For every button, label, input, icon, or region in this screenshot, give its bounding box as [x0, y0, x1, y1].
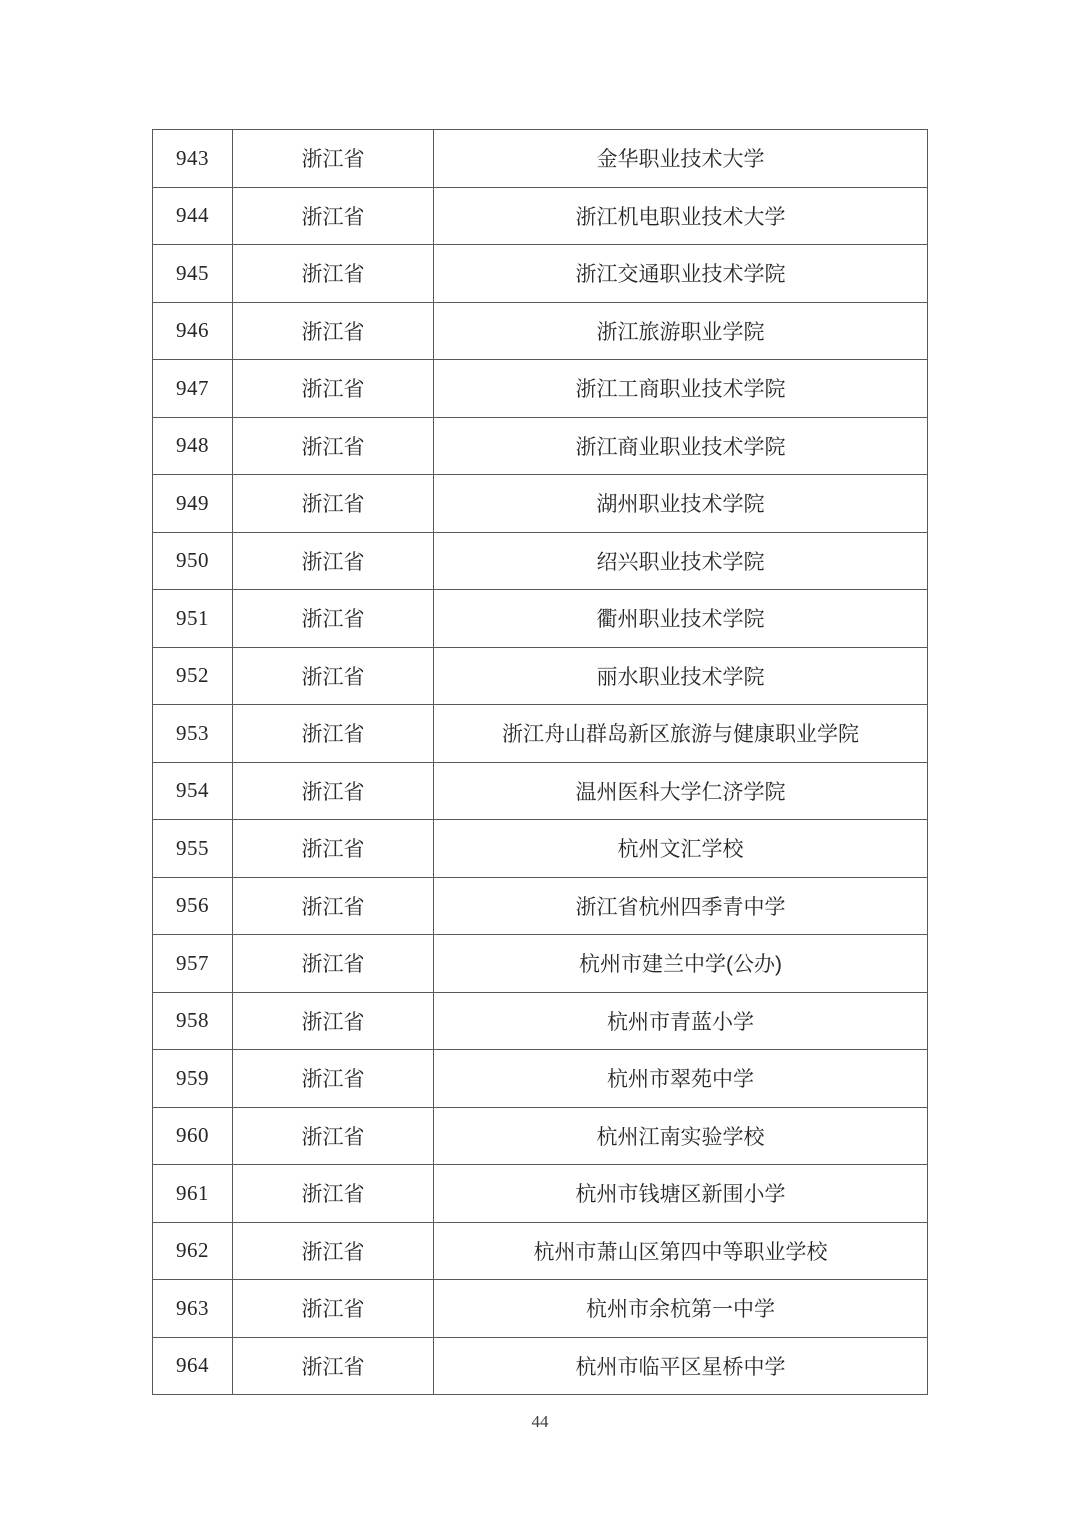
table-row: [153, 475, 928, 533]
table-row: [153, 532, 928, 590]
table-row: [153, 647, 928, 705]
table-row: [153, 302, 928, 360]
province-cell: 浙江省: [233, 245, 434, 303]
table-row: [153, 590, 928, 648]
school-name-cell: 衢州职业技术学院: [434, 590, 928, 648]
school-name-cell: 丽水职业技术学院: [434, 647, 928, 705]
school-name-cell: 杭州市萧山区第四中等职业学校: [434, 1222, 928, 1280]
row-number-cell: 958: [153, 992, 233, 1050]
province-cell: 浙江省: [233, 762, 434, 820]
row-number-cell: 961: [153, 1165, 233, 1223]
row-number-cell: 957: [153, 935, 233, 993]
province-cell: 浙江省: [233, 417, 434, 475]
table-row: [153, 992, 928, 1050]
row-number-cell: 956: [153, 877, 233, 935]
table-row: [153, 130, 928, 188]
table-row: [153, 705, 928, 763]
province-cell: 浙江省: [233, 1050, 434, 1108]
province-cell: 浙江省: [233, 1222, 434, 1280]
row-number-cell: 947: [153, 360, 233, 418]
province-cell: 浙江省: [233, 475, 434, 533]
school-name-cell: 杭州江南实验学校: [434, 1107, 928, 1165]
school-name-cell: 杭州市翠苑中学: [434, 1050, 928, 1108]
province-cell: 浙江省: [233, 130, 434, 188]
table-row: [153, 935, 928, 993]
row-number-cell: 954: [153, 762, 233, 820]
row-number-cell: 955: [153, 820, 233, 878]
province-cell: 浙江省: [233, 1165, 434, 1223]
table-row: [153, 1337, 928, 1395]
school-name-cell: 温州医科大学仁济学院: [434, 762, 928, 820]
school-name-cell: 浙江舟山群岛新区旅游与健康职业学院: [434, 705, 928, 763]
row-number-cell: 946: [153, 302, 233, 360]
province-cell: 浙江省: [233, 360, 434, 418]
school-name-cell: 杭州市余杭第一中学: [434, 1280, 928, 1338]
school-roster-table: [152, 129, 928, 1395]
school-name-cell: 金华职业技术大学: [434, 130, 928, 188]
province-cell: 浙江省: [233, 992, 434, 1050]
row-number-cell: 950: [153, 532, 233, 590]
row-number-cell: 943: [153, 130, 233, 188]
province-cell: 浙江省: [233, 705, 434, 763]
school-name-cell: 湖州职业技术学院: [434, 475, 928, 533]
school-name-cell: 浙江工商职业技术学院: [434, 360, 928, 418]
row-number-cell: 952: [153, 647, 233, 705]
school-name-cell: 浙江机电职业技术大学: [434, 187, 928, 245]
province-cell: 浙江省: [233, 1280, 434, 1338]
row-number-cell: 963: [153, 1280, 233, 1338]
school-name-cell: 杭州市建兰中学(公办): [434, 935, 928, 993]
school-name-cell: 浙江省杭州四季青中学: [434, 877, 928, 935]
table-row: [153, 1107, 928, 1165]
province-cell: 浙江省: [233, 532, 434, 590]
row-number-cell: 945: [153, 245, 233, 303]
table-row: [153, 245, 928, 303]
school-roster-body: [153, 130, 928, 1395]
row-number-cell: 953: [153, 705, 233, 763]
row-number-cell: 964: [153, 1337, 233, 1395]
province-cell: 浙江省: [233, 1107, 434, 1165]
table-row: [153, 820, 928, 878]
table-row: [153, 762, 928, 820]
table-row: [153, 1050, 928, 1108]
province-cell: 浙江省: [233, 877, 434, 935]
row-number-cell: 948: [153, 417, 233, 475]
province-cell: 浙江省: [233, 935, 434, 993]
table-row: [153, 360, 928, 418]
page-number: 44: [531, 1412, 549, 1431]
province-cell: 浙江省: [233, 590, 434, 648]
school-name-cell: 浙江交通职业技术学院: [434, 245, 928, 303]
school-name-cell: 浙江旅游职业学院: [434, 302, 928, 360]
row-number-cell: 951: [153, 590, 233, 648]
province-cell: 浙江省: [233, 820, 434, 878]
row-number-cell: 944: [153, 187, 233, 245]
table-row: [153, 1280, 928, 1338]
row-number-cell: 959: [153, 1050, 233, 1108]
table-row: [153, 417, 928, 475]
province-cell: 浙江省: [233, 647, 434, 705]
province-cell: 浙江省: [233, 1337, 434, 1395]
school-name-cell: 杭州市钱塘区新围小学: [434, 1165, 928, 1223]
school-name-cell: 浙江商业职业技术学院: [434, 417, 928, 475]
table-row: [153, 187, 928, 245]
table-row: [153, 877, 928, 935]
province-cell: 浙江省: [233, 302, 434, 360]
row-number-cell: 962: [153, 1222, 233, 1280]
school-name-cell: 杭州市临平区星桥中学: [434, 1337, 928, 1395]
school-name-cell: 杭州文汇学校: [434, 820, 928, 878]
table-row: [153, 1165, 928, 1223]
school-name-cell: 杭州市青蓝小学: [434, 992, 928, 1050]
row-number-cell: 949: [153, 475, 233, 533]
province-cell: 浙江省: [233, 187, 434, 245]
row-number-cell: 960: [153, 1107, 233, 1165]
school-name-cell: 绍兴职业技术学院: [434, 532, 928, 590]
table-row: [153, 1222, 928, 1280]
